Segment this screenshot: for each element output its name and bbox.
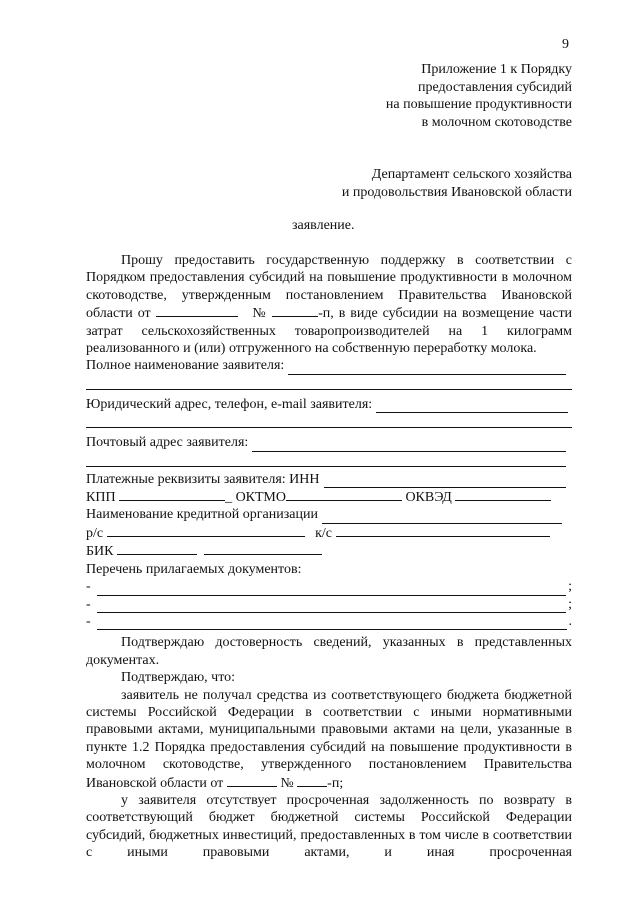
document-heading: заявление. [292,218,355,233]
ks-field[interactable] [336,524,550,537]
inn-field[interactable] [324,475,567,488]
clause-1-num: № [280,775,294,791]
oktmo-label: ОКТМО [235,490,286,506]
inn-label: Платежные реквизиты заявителя: ИНН [86,471,320,487]
full-name-row [86,357,572,374]
clause-2: у заявителя отсутствует просроченная задолженность по возврату в соответствующий бюджет бюджетной системы Российской Федерации субсидий, бюджетных инвестиций, предоставленных в том числе в соответствии с иными правовыми актами, и иная просроченная [86,792,572,861]
list-end: ; [568,579,572,595]
clause-1-text: заявитель не получал средства из соответствующего бюджета бюджетной системы Российской Федерации в соответствии с иными нормативными правовыми актами, муниципальными правовыми актами на цели, указанные в пункте 1.2 Порядка предоставления субсидий на повышение продуктивности в молочном скотоводстве, утвержденного постановлением Правительства Ивановской области от [86,687,572,791]
list-dash: - [86,579,91,595]
appendix-block [386,61,572,131]
appendix-line: в молочном скотоводстве [421,114,572,130]
kpp-oktmo-okved-row: КПП _ ОКТМО ОКВЭД [86,488,572,506]
addressee-line: Департамент сельского хозяйства [371,167,572,182]
okved-label: ОКВЭД [405,490,452,506]
clause-1-number-blank[interactable] [297,774,327,787]
number-blank[interactable] [272,304,318,317]
okved-field[interactable] [455,488,551,501]
appendix-line: предоставления субсидий [417,79,572,95]
postal-address-field[interactable] [252,439,566,452]
document-body [86,252,572,862]
inn-row [86,471,572,488]
accounts-row [86,524,572,542]
legal-address-label: Юридический адрес, телефон, e-mail заявителя: [86,396,373,412]
bank-field[interactable] [322,511,562,524]
docs-list-field[interactable] [97,600,566,613]
clause-1 [86,687,572,792]
oktmo-field[interactable] [286,488,402,501]
docs-label: Перечень прилагаемых документов: [86,561,302,577]
docs-list-item [86,578,572,595]
list-dash: - [86,613,91,629]
docs-list-field[interactable] [97,617,567,630]
request-text-2: № [252,306,268,322]
page-number: 9 [562,37,569,52]
request-text-1: Прошу предоставить государственную поддержку в соответствии с Порядком предоставления субсидий на повышение продуктивности в молочном скотоводстве, утвержденным постановлением Правительства Ивановской области от [86,253,572,322]
docs-list-item [86,596,572,613]
legal-address-field-cont[interactable] [86,413,572,428]
kpp-field[interactable] [119,488,225,501]
postal-address-field-cont[interactable] [86,452,566,467]
bik-label: БИК [86,544,114,560]
addressee-block [342,166,572,201]
legal-address-field[interactable] [376,400,568,413]
bank-row [86,506,572,523]
appendix-line: Приложение 1 к Порядку [421,62,572,77]
full-name-label: Полное наименование заявителя: [86,358,285,374]
bik-field[interactable] [117,542,197,555]
ks-label: к/с [315,525,333,541]
appendix-line: на повышение продуктивности [385,97,572,112]
bik-field-2[interactable] [204,542,322,555]
full-name-field-cont[interactable] [86,375,572,390]
bik-row [86,542,572,560]
full-name-field[interactable] [288,362,566,375]
request-paragraph [86,252,572,357]
clause-1-date-blank[interactable] [227,774,277,787]
date-blank[interactable] [156,304,238,317]
rs-label: р/с [86,525,104,541]
postal-address-row [86,434,572,451]
confirm-accuracy: Подтверждаю достоверность сведений, указанных в представленных документах. [86,635,572,668]
list-end: ; [568,596,572,612]
kpp-label: КПП [86,490,116,506]
legal-address-row [86,396,572,413]
docs-list-field[interactable] [97,583,566,596]
rs-field[interactable] [107,524,305,537]
request-text-3: -п, в виде субсидии на возмещение части затрат сельскохозяйственных товаропроизводителей на 1 килограмм реализованного и (или) отгруженного на собственную переработку молока. [86,306,573,357]
list-end: . [568,613,572,629]
bank-label: Наименование кредитной организации [86,507,318,523]
confirm-that: Подтверждаю, что: [121,670,236,686]
docs-list-item [86,613,572,630]
addressee-line: и продовольствия Ивановской области [341,184,572,200]
list-dash: - [86,596,91,612]
postal-address-label: Почтовый адрес заявителя: [86,435,249,451]
clause-1-tail: -п; [327,775,344,791]
